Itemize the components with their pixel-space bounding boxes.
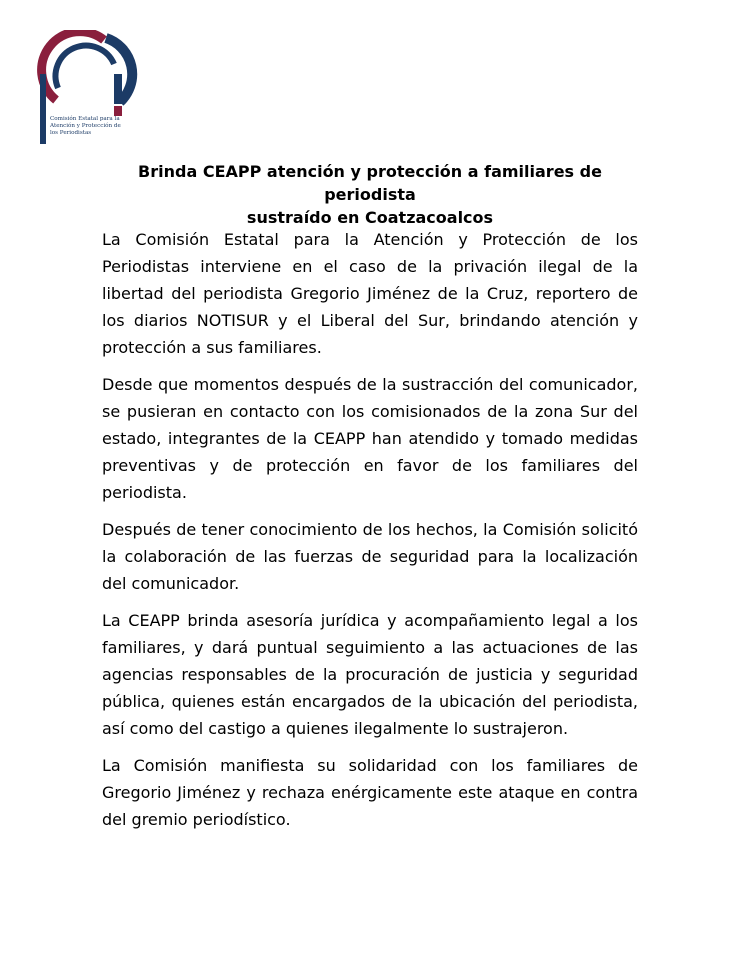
body-paragraph: La CEAPP brinda asesoría jurídica y acompañamiento legal a los familiares, y dará puntual seguimiento a las actuaciones de las agencias responsables de la procuración de justicia y seguridad pública, quienes están encargados de la ubicación del periodista, así como del castigo a quienes ilegalmente lo sustrajeron. [102,611,638,738]
document-title [90,160,650,229]
document-body [102,226,638,843]
organization-logo [34,30,144,148]
body-paragraph: La Comisión manifiesta su solidaridad con los familiares de Gregorio Jiménez y rechaza enérgicamente este ataque en contra del gremio periodístico. [102,756,638,829]
organization-name-line: Comisión Estatal para la [50,116,120,122]
body-paragraph: La Comisión Estatal para la Atención y Protección de los Periodistas interviene en el caso de la privación ilegal de la libertad del periodista Gregorio Jiménez de la Cruz, reportero de los diarios NOTISUR y el Liberal del Sur, brindando atención y protección a sus familiares. [102,230,638,357]
title-line: Brinda CEAPP atención y protección a familiares de periodista [138,162,602,204]
title-line: sustraído en Coatzacoalcos [246,208,494,227]
organization-name-line: Atención y Protección de [50,123,121,129]
organization-name [50,116,140,137]
body-paragraph: Después de tener conocimiento de los hechos, la Comisión solicitó la colaboración de las fuerzas de seguridad para la localización del comunicador. [102,520,638,593]
body-paragraph: Desde que momentos después de la sustracción del comunicador, se pusieran en contacto con los comisionados de la zona Sur del estado, integrantes de la CEAPP han atendido y tomado medidas preventivas y de protección en favor de los familiares del periodista. [102,375,638,502]
organization-name-line: los Periodistas [50,130,92,136]
